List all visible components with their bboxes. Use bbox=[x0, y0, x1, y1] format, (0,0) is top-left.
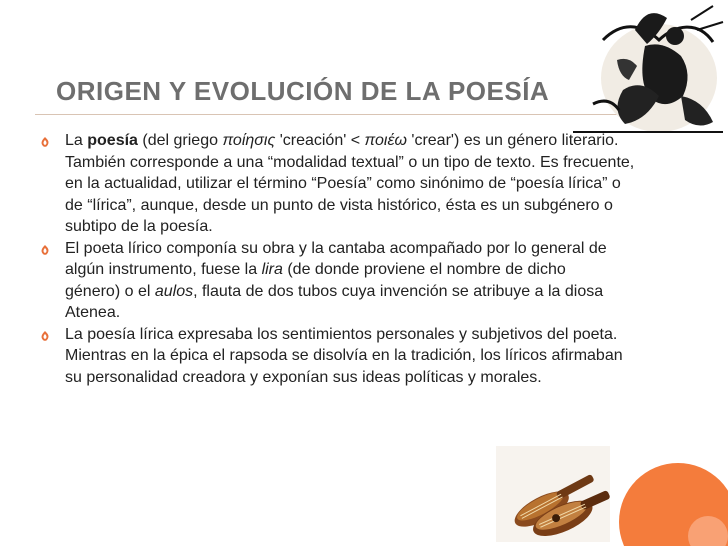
bullet-item bbox=[40, 238, 610, 324]
title-underline bbox=[35, 114, 647, 115]
bullet-text: El poeta lírico componía su obra y la cantaba acompañado por lo general de algún instrumento, fuese la lira (de donde proviene el nombre de dicho género) o el aulos, flauta de dos tubos cuya invención se atribuye a la diosa Atenea. bbox=[65, 239, 607, 321]
flame-bullet-icon bbox=[40, 137, 50, 147]
bullet-text: La poesía (del griego ποίησις 'creación' < ποιέω 'crear') es un género literario. También corresponde a una “modalidad textual” o un tipo de texto. Es frecuente, en la actualidad, utilizar el término “Poesía” como sinónimo de “poesía lírica” o de “lírica”, aunque, desde un punto de vista histórico, ésta es un subgénero o subtipo de la poesía. bbox=[65, 132, 635, 235]
lyre-instrument-photo bbox=[496, 446, 610, 542]
bullet-text: La poesía lírica expresaba los sentimientos personales y subjetivos del poeta. Mientras en la épica el rapsoda se disolvía en la tradición, los líricos afirmaban su personalidad creadora y exponían sus ideas políticas y morales. bbox=[65, 325, 623, 386]
greek-vase-figure-icon bbox=[563, 0, 728, 140]
flame-bullet-icon bbox=[40, 331, 50, 341]
flame-bullet-icon bbox=[40, 245, 50, 255]
bullet-list bbox=[40, 130, 640, 388]
slide-title: ORIGEN Y EVOLUCIÓN DE LA POESÍA bbox=[56, 76, 550, 106]
bullet-item bbox=[40, 324, 640, 389]
bullet-item bbox=[40, 130, 640, 238]
